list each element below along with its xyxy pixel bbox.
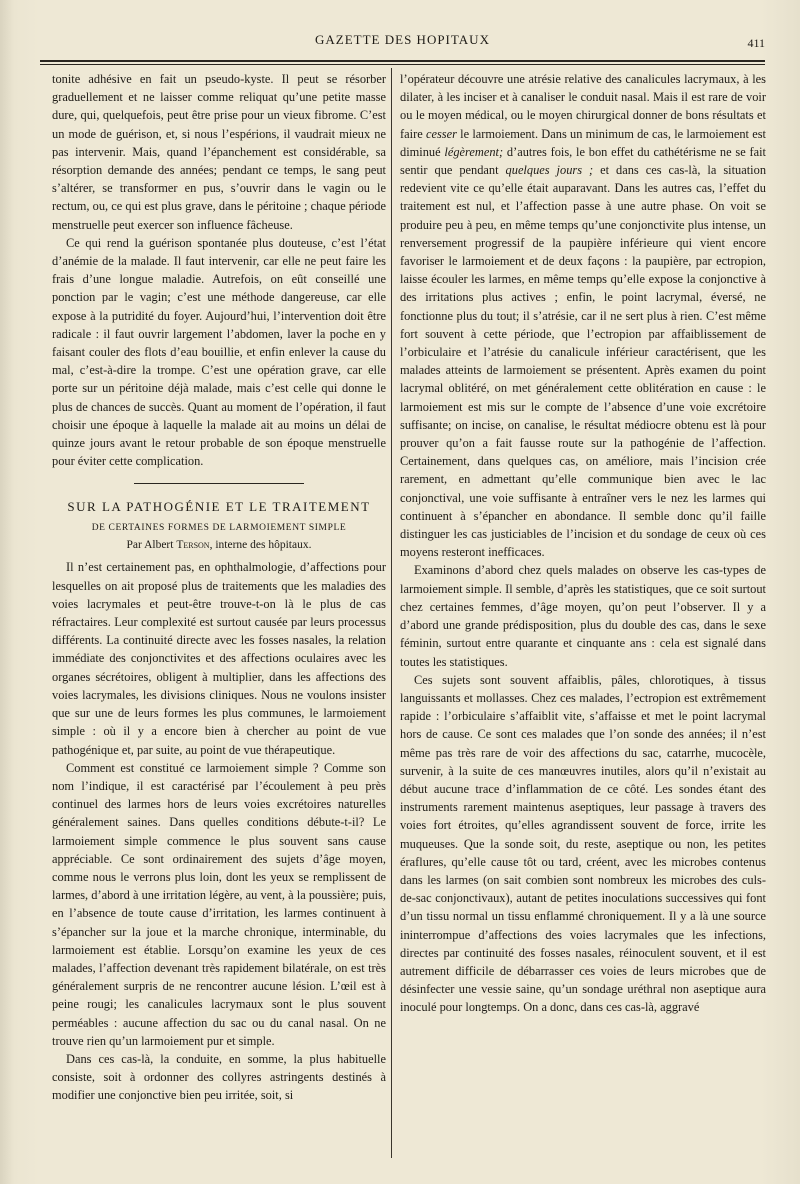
paragraph: [400, 70, 766, 561]
paragraph: Examinons d’abord chez quels malades on observe les cas-types de larmoiement simple. Il semble, d’après les statistiques, que ce soit surtout chez certaines femmes, d’âge moyen, qu’on peut l’observer. Il y a d’abord une grande prédisposition, plus du double des cas, dans le sexe féminin, surtout entre quarante et cinquante ans : cela est signalé dans toutes les statistiques.: [400, 563, 766, 669]
article-byline: [52, 536, 386, 554]
emphasis: cesser: [425, 126, 457, 141]
text-run: le larmoiement. Dans un minimum de cas, le larmoiement est diminué: [400, 126, 767, 159]
byline-prefix: Par Albert: [126, 539, 177, 552]
paragraph: Comment est constitué ce larmoiement simple ? Comme son nom l’indique, il est caractérisé par l’écoulement à peu près continuel des larmes hors de leurs voies excrétoires naturelles généralement saines. Dans quelles conditions débute-t-il? Le larmoiement simple commence le plus souvent sans cause appréciable. Ce sont ordinairement des sujets d’âge moyen, comme nous le verrons plus loin, dont les yeux se remplissent de larmes, d’abord à une irritation légère, au vent, à la poussière; puis, en l’absence de toute cause d’irritation, les larmes continuent à s’épancher sur la joue et la marche chronique, interminable, du larmoiement est établie. Lorsqu’on examine les yeux de ces malades, l’affection devenant très rapidement bilatérale, on est très généralement surpris de ne rencontrer aucune lésion. L’œil est à peine rougi; les canalicules lacrymaux sont le plus souvent perméables : aucune affection du sac ou du canal nasal. On ne trouve rien qu’un larmoiement pur et simple.: [52, 760, 386, 1048]
emphasis: quelques jours ;: [505, 163, 594, 178]
paragraph: Il n’est certainement pas, en ophthalmologie, d’affections pour lesquelles on ait proposé plus de traitements que les maladies des voies lacrymales et peut-être trouve-t-on là le plus de cas réfractaires. Leur complexité est surtout causée par leurs processus différents. La continuité directe avec les fosses nasales, la relation immédiate des conjonctivites et des affections oculaires avec les organes sécrétoires, obligent à multiplier, dans les affections des voies lacrymales, les divisions cliniques. Nous ne voulons insister que sur une de leurs formes les plus communes, le larmoiement simple : où il y a encore bien à chercher au point de vue pathogénique et, par suite, au point de vue thérapeutique.: [52, 560, 386, 757]
left-column: [52, 70, 386, 1105]
article-subtitle: DE CERTAINES FORMES DE LARMOIEMENT SIMPLE: [91, 523, 347, 534]
byline-suffix: , interne des hôpitaux.: [209, 539, 312, 552]
paragraph: Dans ces cas-là, la conduite, en somme, la plus habituelle consiste, soit à ordonner des collyres astringents destinés à modifier une conjonctive bien peu irritée, soit, si: [52, 1051, 386, 1103]
column-divider: [391, 68, 392, 1158]
page-number: 411: [747, 36, 765, 50]
paragraph: Ces sujets sont souvent affaiblis, pâles, chlorotiques, à tissus languissants et mollasses. Chez ces malades, l’ectropion est extrêmement rapide : l’orbiculaire s’affaiblit vite, s’affaisse et met le point lacrymal hors de cause. Ce sont ces malades que l’on sonde des années; il n’est même pas très rare de voir des affections du sac, catarrhe, mucocèle, survenir, à la suite de ces manœuvres inutiles, alors qu’il n’existait au début aucune trace d’inflammation de ce côté. Les sondes étant des instruments rarement maintenus aseptiques, leur passage à travers des voies fort étroites, qu’elles agrandissent souvent de force, irrite les muqueuses. Que la sonde soit, du reste, aseptique ou non, les petites éraflures, qu’elle cause tôt ou tard, créent, avec les microbes contenus dans les larmes (on sait combien sont nombreux les microbes des culs-de-sac conjonctivaux), autant de petites inoculations successives qui font d’un tissu normal un tissu enflammé chroniquement. Il y a là une source ininterrompue d’affections des voies lacrymales que les infections, directes par continuité des fosses nasales, réinoculent souvent, et il est autrement difficile de débarrasser ces voies de leurs microbes que de désinfecter une vessie saine, qu’un sondage uréthral non aseptique aura inoculé pour longtemps. On a donc, dans ces cas-là, aggravé: [400, 672, 766, 1015]
header-rule-thin: [40, 64, 765, 65]
paragraph: Ce qui rend la guérison spontanée plus douteuse, c’est l’état d’anémie de la malade. Il faut intervenir, car elle ne peut faire les frais d’une longue maladie. Autrefois, on eût conseillé une ponction par le vagin; c’est une méthode dangereuse, car elle expose à la putridité du foyer. Aujourd’hui, l’intervention doit être radicale : il faut ouvrir largement l’abdomen, laver la poche en y faisant couler des flots d’eau bouillie, et enfin enlever la cause du mal, c’est-à-dire la trompe. C’est une opération grave, car elle porte sur un péritoine déjà malade, mais c’est celle qui donne le plus de chances de succès. Quant au moment de l’opération, il faut choisir une époque à laquelle la malade ait au moins un délai de quinze jours avant le retour probable de son époque menstruelle pour éviter cette complication.: [52, 235, 386, 469]
running-title: GAZETTE DES HOPITAUX: [315, 32, 490, 47]
text-run: et dans ces cas-là, la situation redevient vite ce qu’elle était auparavant. Dans les autres cas, l’effet du traitement est nul, et l’affection passe à une autre phase. On voit se produire peu à peu, en même temps qu’une conjonctivite plus intense, un renversement progressif de la paupière inférieure qui vient encore favoriser le larmoiement et de deux façons : la paupière, par ectropion, laisse écouler les larmes, en même temps qu’elle expose la conjonctive à des irritations plus actives ; enfin, le point lacrymal, éversé, ne fonctionne plus du tout; il s’atrésie, car il ne sert plus à rien. C’est même fort souvent à cette période, que l’ectropion par affaiblissement de l’orbiculaire et l’atrésie du canalicule inférieur caractérisent, que les malades atteints de larmoiement se présentent. Après examen du point lacrymal oblitéré, on met généralement cette oblitération en cause : le larmoiement est mis sur le compte de l’absence d’une voie excrétoire suffisante; on incise, on canalise, le résultat médiocre obtenu est là pour prouver qu’on a fait fausse route sur la pathogénie de l’affection. Certainement, dans quelques cas, on améliore, mais l’incision crée rarement, en admettant qu’elle communique bien avec le lac conjonctival, une voie suffisante à entraîner vers le nez les larmes qui continuent à s’épancher en abondance. Il semble donc qu’il faille distinguer les cas justiciables de l’incision et du sondage de ceux où ces moyens resteront inefficaces.: [400, 163, 767, 560]
page-header: [40, 30, 765, 56]
byline-author: Terson: [176, 539, 210, 552]
section-divider: [52, 476, 386, 490]
article-title: SUR LA PATHOGÉNIE ET LE TRAITEMENT: [67, 499, 371, 515]
right-column: [400, 70, 766, 1017]
divider-line: [134, 483, 304, 484]
text-run: l’opérateur découvre une atrésie relative des canalicules lacrymaux, à les dilater, à les inciser et à canaliser le conduit nasal. Mais il est rare de voir ou le moyen médical, ou le moyen chirurgical donner de bons résultats et faire: [400, 72, 766, 141]
header-rule: [40, 60, 765, 62]
paragraph: tonite adhésive en fait un pseudo-kyste. Il peut se résorber graduellement et ne laisser comme reliquat qu’une petite masse dure, qui, quelquefois, peut être prise pour un vieux fibrome. C’est un mode de guérison, et, si nous l’espérions, il vaudrait mieux ne pas intervenir. Mais, quand l’épanchement est considérable, sa résorption demande des années; pendant ce temps, le sang peut s’altérer, se transformer en pus, s’ouvrir dans le vagin ou le rectum, ou, ce qui est plus grave, dans le péritoine ; chaque période menstruelle peut exercer son influence fâcheuse.: [52, 72, 386, 232]
emphasis: légèrement;: [444, 144, 504, 159]
text-run: d’autres fois, le bon effet du cathétérisme ne se fait sentir que pendant: [400, 144, 766, 178]
